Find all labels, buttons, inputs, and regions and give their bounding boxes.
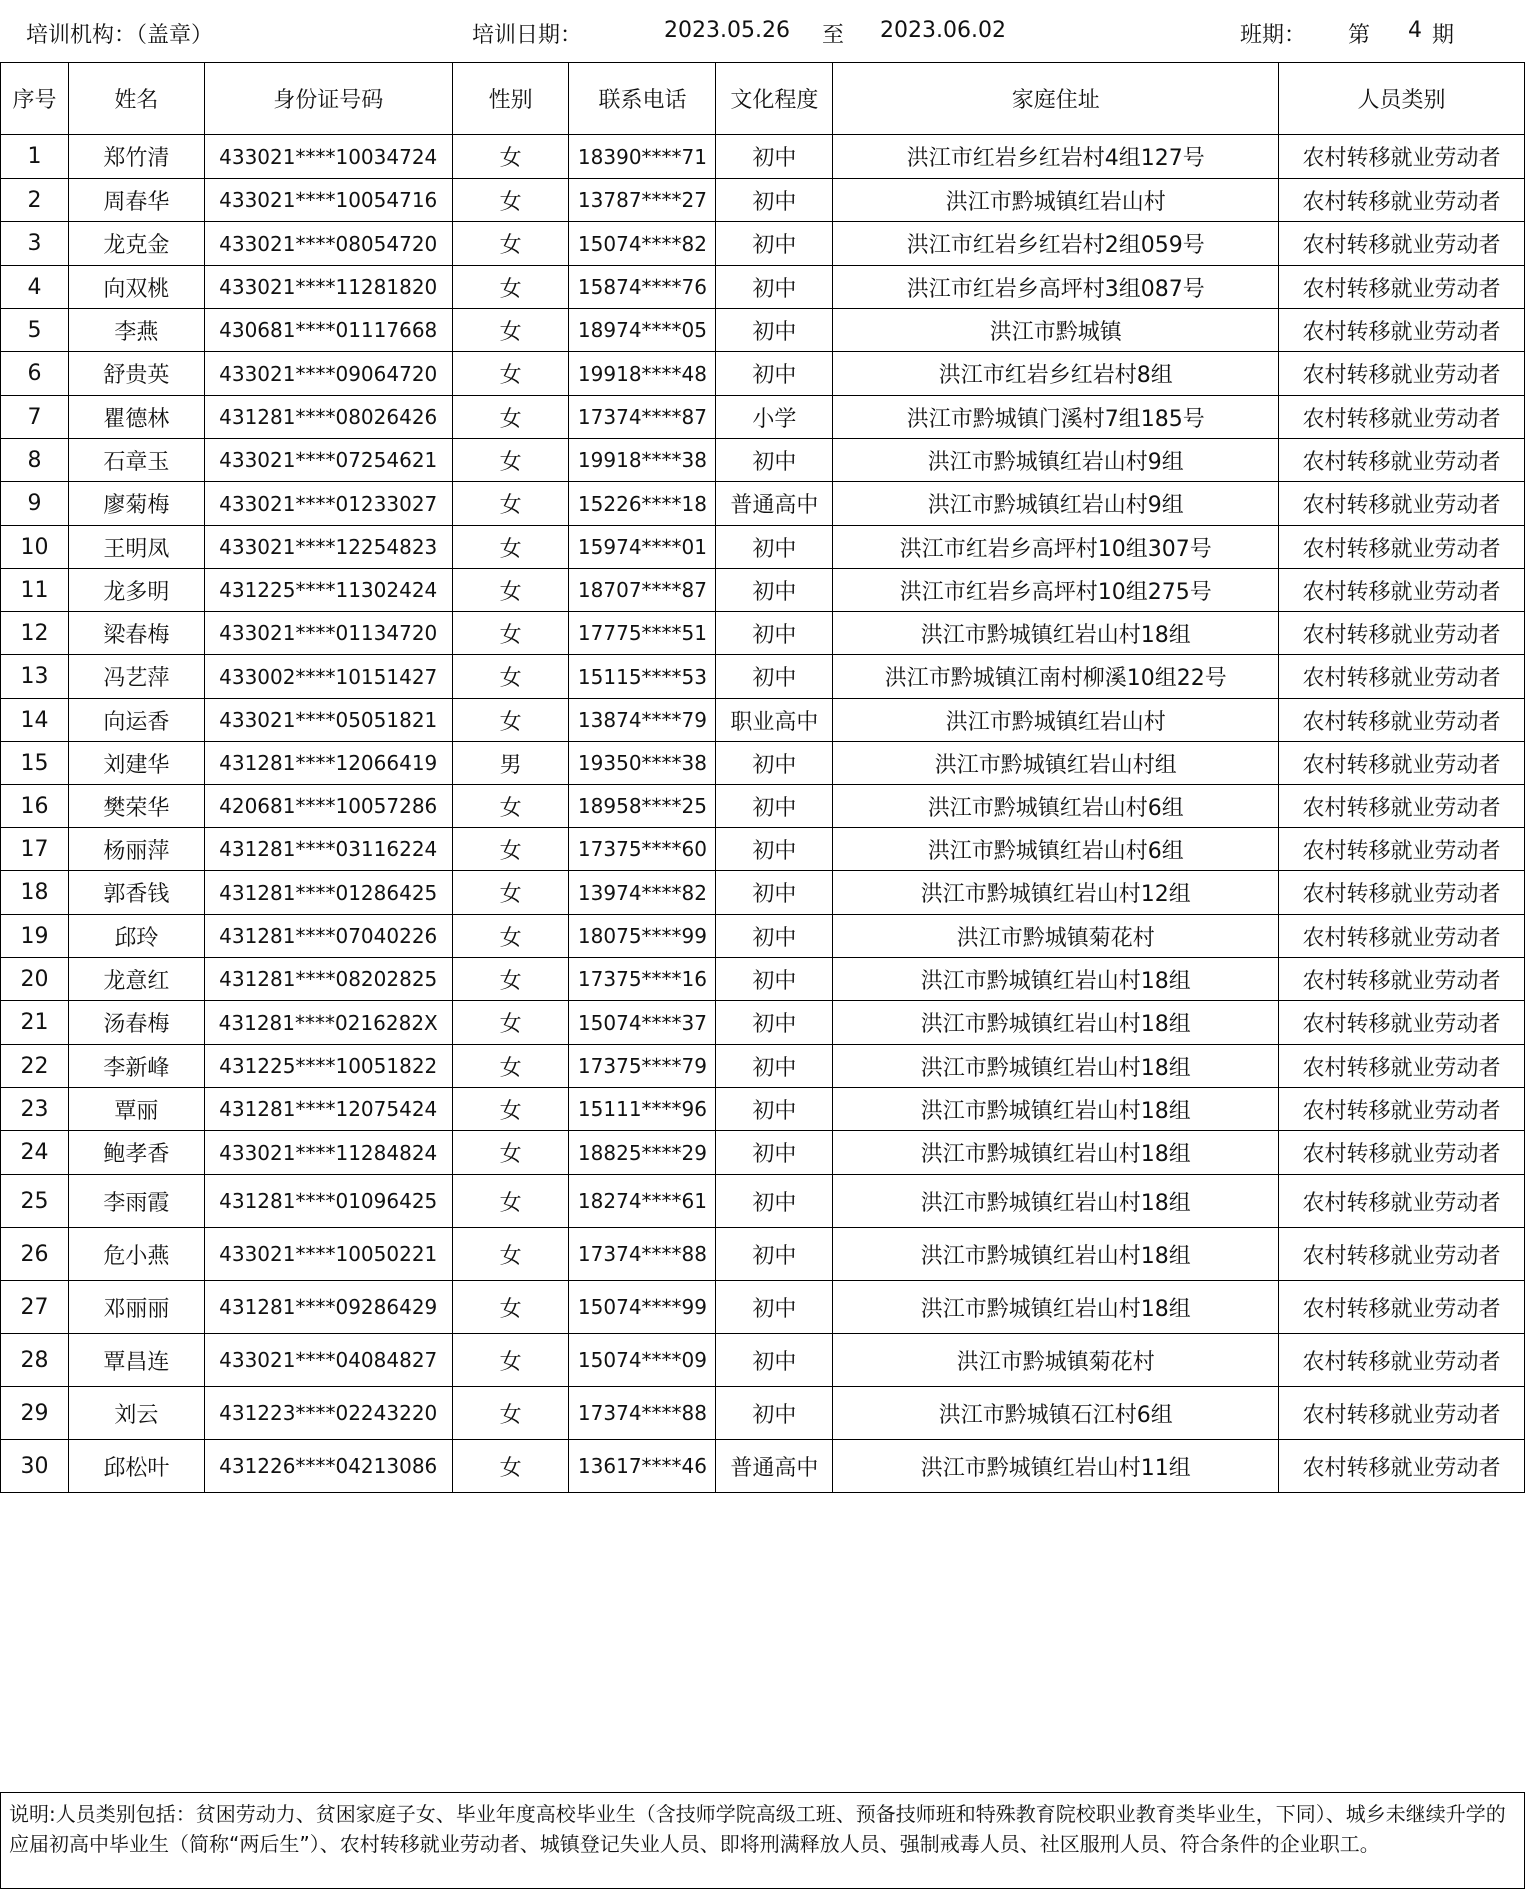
phone-number: 19918****48	[569, 352, 716, 396]
id-number: 431281****01096425	[204, 1175, 452, 1228]
phone-number: 15874****76	[569, 266, 716, 309]
table-row	[1, 1045, 1525, 1088]
personnel-category: 农村转移就业劳动者	[1279, 871, 1525, 915]
home-address: 洪江市黔城镇红岩山村18组	[833, 1088, 1279, 1131]
phone-number: 19918****38	[569, 439, 716, 482]
phone-number: 17375****79	[569, 1045, 716, 1088]
education-level: 初中	[716, 309, 833, 352]
personnel-category: 农村转移就业劳动者	[1279, 1281, 1525, 1334]
trainee-name: 李新峰	[68, 1045, 204, 1088]
personnel-category: 农村转移就业劳动者	[1279, 526, 1525, 569]
trainee-name: 邱松叶	[68, 1440, 204, 1493]
term-number: 4	[1408, 18, 1422, 43]
table-row	[1, 958, 1525, 1001]
row-index: 18	[1, 871, 69, 915]
gender: 女	[452, 1001, 569, 1045]
home-address: 洪江市黔城镇	[833, 309, 1279, 352]
education-level: 初中	[716, 1001, 833, 1045]
education-level: 初中	[716, 915, 833, 958]
home-address: 洪江市红岩乡高坪村10组307号	[833, 526, 1279, 569]
table-body	[1, 135, 1525, 1493]
trainee-name: 郭香钱	[68, 871, 204, 915]
table-row	[1, 1175, 1525, 1228]
gender: 女	[452, 958, 569, 1001]
date-label: 培训日期：	[472, 23, 583, 48]
home-address: 洪江市黔城镇红岩山村18组	[833, 1045, 1279, 1088]
personnel-category: 农村转移就业劳动者	[1279, 1045, 1525, 1088]
id-number: 431281****0216282X	[204, 1001, 452, 1045]
phone-number: 15074****09	[569, 1334, 716, 1387]
trainee-name: 梁春梅	[68, 612, 204, 655]
id-number: 433021****10034724	[204, 135, 452, 179]
education-level: 初中	[716, 222, 833, 266]
home-address: 洪江市黔城镇红岩山村18组	[833, 1001, 1279, 1045]
row-index: 27	[1, 1281, 69, 1334]
trainee-name: 舒贵英	[68, 352, 204, 396]
personnel-category: 农村转移就业劳动者	[1279, 915, 1525, 958]
trainee-name: 龙意红	[68, 958, 204, 1001]
personnel-category: 农村转移就业劳动者	[1279, 785, 1525, 828]
education-level: 初中	[716, 828, 833, 871]
row-index: 24	[1, 1131, 69, 1175]
end-date: 2023.06.02	[880, 18, 1006, 43]
home-address: 洪江市黔城镇红岩山村18组	[833, 1281, 1279, 1334]
id-number: 433021****04084827	[204, 1334, 452, 1387]
col-header-phone: 联系电话	[569, 63, 716, 135]
gender: 女	[452, 1045, 569, 1088]
personnel-category: 农村转移就业劳动者	[1279, 1088, 1525, 1131]
table-row	[1, 222, 1525, 266]
education-level: 初中	[716, 1334, 833, 1387]
home-address: 洪江市红岩乡高坪村10组275号	[833, 569, 1279, 612]
education-level: 初中	[716, 1175, 833, 1228]
phone-number: 19350****38	[569, 742, 716, 785]
phone-number: 15074****37	[569, 1001, 716, 1045]
phone-number: 18958****25	[569, 785, 716, 828]
table-row	[1, 1228, 1525, 1281]
id-number: 431281****03116224	[204, 828, 452, 871]
gender: 女	[452, 1440, 569, 1493]
personnel-category: 农村转移就业劳动者	[1279, 1131, 1525, 1175]
education-level: 初中	[716, 179, 833, 222]
id-number: 431223****02243220	[204, 1387, 452, 1440]
id-number: 433021****05051821	[204, 699, 452, 742]
phone-number: 18825****29	[569, 1131, 716, 1175]
id-number: 430681****01117668	[204, 309, 452, 352]
gender: 女	[452, 1175, 569, 1228]
id-number: 431281****12075424	[204, 1088, 452, 1131]
gender: 女	[452, 871, 569, 915]
education-level: 初中	[716, 1131, 833, 1175]
table-row	[1, 1088, 1525, 1131]
phone-number: 17375****16	[569, 958, 716, 1001]
home-address: 洪江市黔城镇门溪村7组185号	[833, 396, 1279, 439]
home-address: 洪江市红岩乡高坪村3组087号	[833, 266, 1279, 309]
home-address: 洪江市黔城镇红岩山村18组	[833, 612, 1279, 655]
row-index: 20	[1, 958, 69, 1001]
gender: 男	[452, 742, 569, 785]
row-index: 19	[1, 915, 69, 958]
trainee-name: 郑竹清	[68, 135, 204, 179]
home-address: 洪江市黔城镇菊花村	[833, 1334, 1279, 1387]
home-address: 洪江市黔城镇红岩山村6组	[833, 828, 1279, 871]
personnel-category: 农村转移就业劳动者	[1279, 179, 1525, 222]
id-number: 433021****10050221	[204, 1228, 452, 1281]
gender: 女	[452, 179, 569, 222]
id-number: 433021****10054716	[204, 179, 452, 222]
table-row	[1, 828, 1525, 871]
gender: 女	[452, 915, 569, 958]
row-index: 21	[1, 1001, 69, 1045]
table-row	[1, 1334, 1525, 1387]
row-index: 7	[1, 396, 69, 439]
gender: 女	[452, 785, 569, 828]
trainee-name: 危小燕	[68, 1228, 204, 1281]
row-index: 25	[1, 1175, 69, 1228]
row-index: 3	[1, 222, 69, 266]
personnel-category: 农村转移就业劳动者	[1279, 1334, 1525, 1387]
col-header-index: 序号	[1, 63, 69, 135]
trainee-name: 廖菊梅	[68, 482, 204, 526]
id-number: 431226****04213086	[204, 1440, 452, 1493]
trainee-name: 瞿德林	[68, 396, 204, 439]
home-address: 洪江市黔城镇红岩山村	[833, 699, 1279, 742]
personnel-category: 农村转移就业劳动者	[1279, 1175, 1525, 1228]
table-row	[1, 569, 1525, 612]
table-row	[1, 1387, 1525, 1440]
education-level: 初中	[716, 1088, 833, 1131]
id-number: 433021****07254621	[204, 439, 452, 482]
trainee-name: 周春华	[68, 179, 204, 222]
table-row	[1, 699, 1525, 742]
education-level: 初中	[716, 1281, 833, 1334]
id-number: 433021****01134720	[204, 612, 452, 655]
home-address: 洪江市红岩乡红岩村4组127号	[833, 135, 1279, 179]
education-level: 初中	[716, 135, 833, 179]
home-address: 洪江市黔城镇菊花村	[833, 915, 1279, 958]
education-level: 初中	[716, 352, 833, 396]
col-header-id-number: 身份证号码	[204, 63, 452, 135]
trainee-name: 冯艺萍	[68, 655, 204, 699]
trainee-name: 汤春梅	[68, 1001, 204, 1045]
gender: 女	[452, 699, 569, 742]
table-row	[1, 266, 1525, 309]
row-index: 15	[1, 742, 69, 785]
row-index: 16	[1, 785, 69, 828]
phone-number: 15226****18	[569, 482, 716, 526]
trainee-name: 邱玲	[68, 915, 204, 958]
gender: 女	[452, 396, 569, 439]
home-address: 洪江市黔城镇红岩山村9组	[833, 482, 1279, 526]
personnel-category: 农村转移就业劳动者	[1279, 396, 1525, 439]
phone-number: 17374****88	[569, 1387, 716, 1440]
table-row	[1, 439, 1525, 482]
row-index: 11	[1, 569, 69, 612]
personnel-category: 农村转移就业劳动者	[1279, 958, 1525, 1001]
personnel-category: 农村转移就业劳动者	[1279, 569, 1525, 612]
home-address: 洪江市黔城镇红岩山村18组	[833, 1175, 1279, 1228]
home-address: 洪江市黔城镇红岩山村	[833, 179, 1279, 222]
education-level: 初中	[716, 1387, 833, 1440]
row-index: 30	[1, 1440, 69, 1493]
col-header-gender: 性别	[452, 63, 569, 135]
row-index: 6	[1, 352, 69, 396]
trainee-name: 向运香	[68, 699, 204, 742]
education-level: 普通高中	[716, 482, 833, 526]
home-address: 洪江市红岩乡红岩村8组	[833, 352, 1279, 396]
phone-number: 18075****99	[569, 915, 716, 958]
phone-number: 15115****53	[569, 655, 716, 699]
table-row	[1, 179, 1525, 222]
personnel-category: 农村转移就业劳动者	[1279, 1440, 1525, 1493]
col-header-education: 文化程度	[716, 63, 833, 135]
phone-number: 17374****87	[569, 396, 716, 439]
id-number: 433021****01233027	[204, 482, 452, 526]
trainee-name: 刘建华	[68, 742, 204, 785]
trainee-name: 龙克金	[68, 222, 204, 266]
personnel-category: 农村转移就业劳动者	[1279, 222, 1525, 266]
personnel-category: 农村转移就业劳动者	[1279, 482, 1525, 526]
home-address: 洪江市红岩乡红岩村2组059号	[833, 222, 1279, 266]
trainee-table	[0, 62, 1525, 1493]
personnel-category: 农村转移就业劳动者	[1279, 1228, 1525, 1281]
phone-number: 15074****99	[569, 1281, 716, 1334]
gender: 女	[452, 655, 569, 699]
gender: 女	[452, 526, 569, 569]
row-index: 14	[1, 699, 69, 742]
gender: 女	[452, 1088, 569, 1131]
table-row	[1, 871, 1525, 915]
education-level: 普通高中	[716, 1440, 833, 1493]
row-index: 8	[1, 439, 69, 482]
trainee-name: 覃昌连	[68, 1334, 204, 1387]
id-number: 431281****09286429	[204, 1281, 452, 1334]
home-address: 洪江市黔城镇红岩山村组	[833, 742, 1279, 785]
gender: 女	[452, 352, 569, 396]
gender: 女	[452, 1131, 569, 1175]
table-row	[1, 655, 1525, 699]
id-number: 433021****08054720	[204, 222, 452, 266]
row-index: 17	[1, 828, 69, 871]
org-label: 培训机构：（盖章）	[26, 23, 214, 48]
row-index: 23	[1, 1088, 69, 1131]
home-address: 洪江市黔城镇红岩山村11组	[833, 1440, 1279, 1493]
form-header	[0, 0, 1525, 62]
trainee-name: 王明凤	[68, 526, 204, 569]
id-number: 433021****11284824	[204, 1131, 452, 1175]
gender: 女	[452, 1334, 569, 1387]
row-index: 9	[1, 482, 69, 526]
table-row	[1, 309, 1525, 352]
education-level: 初中	[716, 266, 833, 309]
table-row	[1, 482, 1525, 526]
gender: 女	[452, 266, 569, 309]
personnel-category: 农村转移就业劳动者	[1279, 828, 1525, 871]
home-address: 洪江市黔城镇红岩山村6组	[833, 785, 1279, 828]
phone-number: 17374****88	[569, 1228, 716, 1281]
gender: 女	[452, 1387, 569, 1440]
personnel-category: 农村转移就业劳动者	[1279, 655, 1525, 699]
id-number: 431281****08026426	[204, 396, 452, 439]
education-level: 职业高中	[716, 699, 833, 742]
personnel-category: 农村转移就业劳动者	[1279, 266, 1525, 309]
education-level: 初中	[716, 1045, 833, 1088]
home-address: 洪江市黔城镇江南村柳溪10组22号	[833, 655, 1279, 699]
trainee-name: 李雨霞	[68, 1175, 204, 1228]
personnel-category: 农村转移就业劳动者	[1279, 439, 1525, 482]
phone-number: 13787****27	[569, 179, 716, 222]
trainee-name: 李燕	[68, 309, 204, 352]
phone-number: 18707****87	[569, 569, 716, 612]
home-address: 洪江市黔城镇红岩山村9组	[833, 439, 1279, 482]
home-address: 洪江市黔城镇红岩山村18组	[833, 1131, 1279, 1175]
education-level: 初中	[716, 1228, 833, 1281]
phone-number: 18274****61	[569, 1175, 716, 1228]
personnel-category: 农村转移就业劳动者	[1279, 1001, 1525, 1045]
id-number: 431281****01286425	[204, 871, 452, 915]
personnel-category: 农村转移就业劳动者	[1279, 135, 1525, 179]
gender: 女	[452, 1228, 569, 1281]
phone-number: 17775****51	[569, 612, 716, 655]
education-level: 初中	[716, 569, 833, 612]
row-index: 5	[1, 309, 69, 352]
table-row	[1, 135, 1525, 179]
trainee-name: 覃丽	[68, 1088, 204, 1131]
id-number: 433021****12254823	[204, 526, 452, 569]
table-row	[1, 1281, 1525, 1334]
row-index: 22	[1, 1045, 69, 1088]
term-suffix: 期	[1432, 23, 1455, 48]
category-note: 说明:人员类别包括：贫困劳动力、贫困家庭子女、毕业年度高校毕业生（含技师学院高级工班、预备技师班和特殊教育院校职业教育类毕业生，下同）、城乡未继续升学的应届初高中毕业生（简称“两后生”）、农村转移就业劳动者、城镇登记失业人员、即将刑满释放人员、强制戒毒人员、社区服刑人员、符合条件的企业职工。	[0, 1792, 1525, 1889]
id-number: 431281****07040226	[204, 915, 452, 958]
phone-number: 13874****79	[569, 699, 716, 742]
table-header-row	[1, 63, 1525, 135]
table-row	[1, 1131, 1525, 1175]
table-row	[1, 742, 1525, 785]
row-index: 4	[1, 266, 69, 309]
education-level: 初中	[716, 612, 833, 655]
id-number: 433021****11281820	[204, 266, 452, 309]
education-level: 初中	[716, 785, 833, 828]
gender: 女	[452, 828, 569, 871]
id-number: 431281****12066419	[204, 742, 452, 785]
education-level: 初中	[716, 958, 833, 1001]
id-number: 431225****10051822	[204, 1045, 452, 1088]
id-number: 420681****10057286	[204, 785, 452, 828]
id-number: 431225****11302424	[204, 569, 452, 612]
id-number: 433002****10151427	[204, 655, 452, 699]
phone-number: 18390****71	[569, 135, 716, 179]
personnel-category: 农村转移就业劳动者	[1279, 742, 1525, 785]
phone-number: 17375****60	[569, 828, 716, 871]
gender: 女	[452, 482, 569, 526]
row-index: 29	[1, 1387, 69, 1440]
date-separator: 至	[822, 23, 845, 48]
id-number: 431281****08202825	[204, 958, 452, 1001]
home-address: 洪江市黔城镇红岩山村12组	[833, 871, 1279, 915]
trainee-name: 鲍孝香	[68, 1131, 204, 1175]
personnel-category: 农村转移就业劳动者	[1279, 352, 1525, 396]
home-address: 洪江市黔城镇石江村6组	[833, 1387, 1279, 1440]
gender: 女	[452, 1281, 569, 1334]
row-index: 10	[1, 526, 69, 569]
gender: 女	[452, 612, 569, 655]
row-index: 26	[1, 1228, 69, 1281]
col-header-category: 人员类别	[1279, 63, 1525, 135]
personnel-category: 农村转移就业劳动者	[1279, 699, 1525, 742]
id-number: 433021****09064720	[204, 352, 452, 396]
term-prefix: 第	[1348, 23, 1371, 48]
row-index: 12	[1, 612, 69, 655]
trainee-name: 杨丽萍	[68, 828, 204, 871]
education-level: 小学	[716, 396, 833, 439]
phone-number: 18974****05	[569, 309, 716, 352]
personnel-category: 农村转移就业劳动者	[1279, 612, 1525, 655]
table-row	[1, 352, 1525, 396]
phone-number: 15111****96	[569, 1088, 716, 1131]
gender: 女	[452, 222, 569, 266]
personnel-category: 农村转移就业劳动者	[1279, 309, 1525, 352]
table-row	[1, 1001, 1525, 1045]
trainee-name: 向双桃	[68, 266, 204, 309]
gender: 女	[452, 135, 569, 179]
phone-number: 13974****82	[569, 871, 716, 915]
gender: 女	[452, 439, 569, 482]
trainee-name: 刘云	[68, 1387, 204, 1440]
home-address: 洪江市黔城镇红岩山村18组	[833, 1228, 1279, 1281]
phone-number: 15074****82	[569, 222, 716, 266]
phone-number: 15974****01	[569, 526, 716, 569]
trainee-name: 龙多明	[68, 569, 204, 612]
home-address: 洪江市黔城镇红岩山村18组	[833, 958, 1279, 1001]
table-row	[1, 526, 1525, 569]
table-row	[1, 1440, 1525, 1493]
term-label: 班期：	[1240, 23, 1307, 48]
table-row	[1, 612, 1525, 655]
row-index: 2	[1, 179, 69, 222]
education-level: 初中	[716, 526, 833, 569]
start-date: 2023.05.26	[664, 18, 790, 43]
trainee-name: 樊荣华	[68, 785, 204, 828]
trainee-name: 石章玉	[68, 439, 204, 482]
col-header-name: 姓名	[68, 63, 204, 135]
education-level: 初中	[716, 655, 833, 699]
row-index: 1	[1, 135, 69, 179]
col-header-address: 家庭住址	[833, 63, 1279, 135]
education-level: 初中	[716, 871, 833, 915]
row-index: 13	[1, 655, 69, 699]
table-row	[1, 915, 1525, 958]
table-row	[1, 785, 1525, 828]
table-row	[1, 396, 1525, 439]
gender: 女	[452, 569, 569, 612]
row-index: 28	[1, 1334, 69, 1387]
phone-number: 13617****46	[569, 1440, 716, 1493]
education-level: 初中	[716, 742, 833, 785]
gender: 女	[452, 309, 569, 352]
trainee-name: 邓丽丽	[68, 1281, 204, 1334]
education-level: 初中	[716, 439, 833, 482]
personnel-category: 农村转移就业劳动者	[1279, 1387, 1525, 1440]
